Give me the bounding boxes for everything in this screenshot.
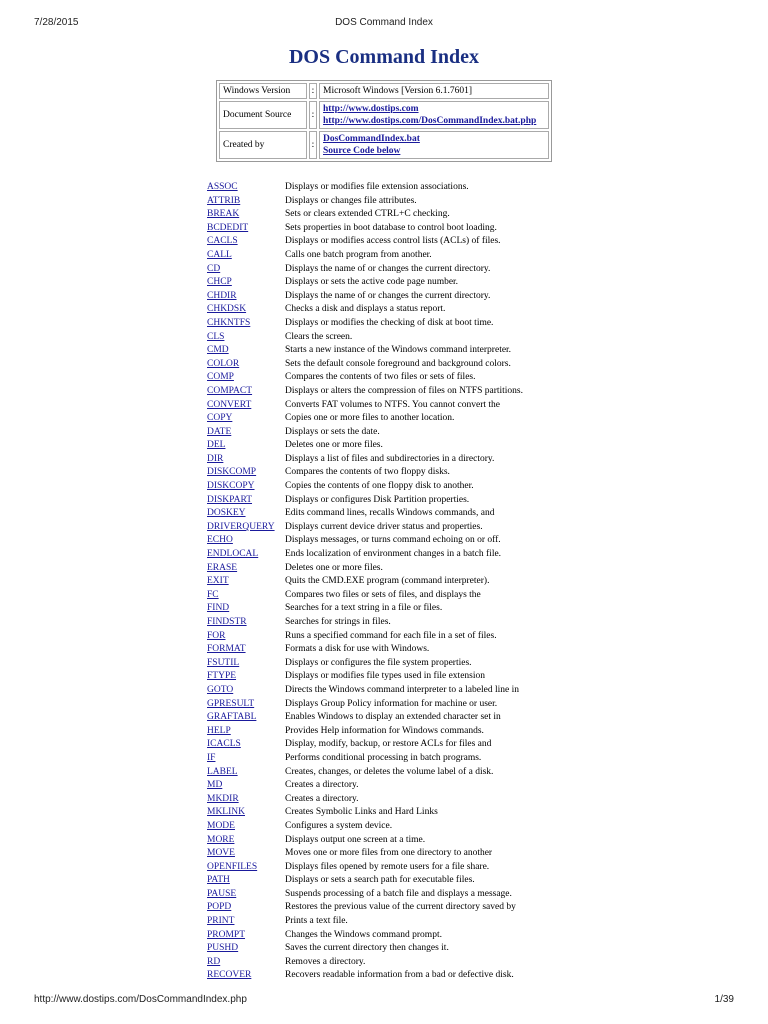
command-description: Display, modify, backup, or restore ACLs for files and [285,739,492,750]
info-table [216,80,552,162]
command-link[interactable]: ECHO [207,535,233,546]
command-link[interactable]: FC [207,589,219,600]
command-description: Displays the name of or changes the current directory. [285,263,491,274]
command-link[interactable]: PATH [207,875,230,886]
command-description: Displays or changes file attributes. [285,195,417,206]
command-description: Displays or configures the file system properties. [285,657,472,668]
command-link[interactable]: CD [207,263,221,274]
command-link[interactable]: LABEL [207,766,238,777]
command-link[interactable]: DISKPART [207,494,253,505]
command-link[interactable]: MKDIR [207,793,239,804]
command-description: Deletes one or more files. [285,440,383,451]
command-description: Creates, changes, or deletes the volume label of a disk. [285,766,494,777]
command-description: Displays output one screen at a time. [285,834,426,845]
command-description: Deletes one or more files. [285,562,383,573]
command-description: Compares the contents of two files or sets of files. [285,372,476,383]
command-description: Prints a text file. [285,916,348,927]
command-link[interactable]: CMD [207,345,229,356]
command-link[interactable]: DRIVERQUERY [207,521,275,532]
command-description: Converts FAT volumes to NTFS. You cannot convert the [285,399,500,410]
command-description: Compares the contents of two floppy disks. [285,467,450,478]
command-description: Creates Symbolic Links and Hard Links [285,807,438,818]
command-description: Displays or alters the compression of files on NTFS partitions. [285,385,523,396]
command-link[interactable]: ENDLOCAL [207,549,259,560]
command-link[interactable]: CHCP [207,277,232,288]
command-link[interactable]: FORMAT [207,644,246,655]
command-description: Displays or sets the active code page number. [285,277,459,288]
info-row-document-source [219,101,549,129]
command-link[interactable]: COPY [207,413,233,424]
command-description: Configures a system device. [285,820,393,831]
print-date: 7/28/2015 [34,17,79,28]
dostips-home-link[interactable]: http://www.dostips.com [323,104,419,114]
command-link[interactable]: BCDEDIT [207,222,249,233]
command-link[interactable]: CACLS [207,236,238,247]
command-description: Calls one batch program from another. [285,249,432,260]
separator: : [309,101,317,129]
command-link[interactable]: CALL [207,249,232,260]
command-link[interactable]: MORE [207,834,235,845]
command-link[interactable]: DATE [207,426,232,437]
source-code-link[interactable]: Source Code below [323,146,401,156]
command-link[interactable]: FIND [207,603,230,614]
command-link[interactable]: RD [207,956,221,967]
command-link[interactable]: MODE [207,820,235,831]
command-description: Performs conditional processing in batch programs. [285,752,482,763]
windows-version-value: Microsoft Windows [Version 6.1.7601] [319,83,549,99]
command-link[interactable]: COLOR [207,358,240,369]
command-link[interactable]: DOSKEY [207,508,246,519]
command-description: Suspends processing of a batch file and displays a message. [285,888,512,899]
command-link[interactable]: COMPACT [207,385,253,396]
command-description: Sets or clears extended CTRL+C checking. [285,209,450,220]
page-number: 1/39 [714,994,734,1005]
command-link[interactable]: CONVERT [207,399,252,410]
command-link[interactable]: POPD [207,902,232,913]
info-row-windows-version [219,83,549,99]
created-by-label: Created by [219,131,307,159]
doscommandindex-bat-link[interactable]: DosCommandIndex.bat [323,134,420,144]
command-description: Copies one or more files to another location. [285,413,455,424]
command-description: Copies the contents of one floppy disk to another. [285,481,474,492]
command-link[interactable]: IF [207,752,216,763]
command-link[interactable]: OPENFILES [207,861,258,872]
command-description: Displays current device driver status and properties. [285,521,483,532]
command-description: Displays messages, or turns command echoing on or off. [285,535,501,546]
command-link[interactable]: GPRESULT [207,698,255,709]
command-description: Sets the default console foreground and background colors. [285,358,511,369]
command-link[interactable]: FSUTIL [207,657,240,668]
command-link[interactable]: GRAFTABL [207,712,257,723]
command-link[interactable]: HELP [207,725,231,736]
command-link[interactable]: ATTRIB [207,195,241,206]
command-link[interactable]: PAUSE [207,888,237,899]
command-description: Displays files opened by remote users for a file share. [285,861,490,872]
command-link[interactable]: ICACLS [207,739,241,750]
command-description: Changes the Windows command prompt. [285,929,442,940]
document-source-label: Document Source [219,101,307,129]
command-description: Moves one or more files from one directory to another [285,848,493,859]
footer-url: http://www.dostips.com/DosCommandIndex.php [34,994,247,1005]
print-title: DOS Command Index [335,17,433,28]
page-title: DOS Command Index [288,46,480,68]
command-description: Quits the CMD.EXE program (command interpreter). [285,576,490,587]
command-link[interactable]: MKLINK [207,807,245,818]
command-description: Runs a specified command for each file in a set of files. [285,630,497,641]
command-description: Compares two files or sets of files, and displays the [285,589,481,600]
command-description: Creates a directory. [285,793,359,804]
command-description: Edits command lines, recalls Windows commands, and [285,508,495,519]
command-link[interactable]: RECOVER [207,970,252,981]
command-link[interactable]: MOVE [207,848,235,859]
command-link[interactable]: EXIT [207,576,229,587]
command-link[interactable]: DEL [207,440,226,451]
command-link[interactable]: PRINT [207,916,235,927]
command-link[interactable]: FOR [207,630,226,641]
separator: : [309,83,317,99]
command-link[interactable]: FTYPE [207,671,237,682]
document-source-links [319,101,549,129]
command-description: Ends localization of environment changes in a batch file. [285,549,502,560]
command-description: Provides Help information for Windows commands. [285,725,484,736]
command-description: Starts a new instance of the Windows command interpreter. [285,345,512,356]
command-description: Creates a directory. [285,780,359,791]
command-link[interactable]: BREAK [207,209,240,220]
command-description: Formats a disk for use with Windows. [285,644,430,655]
print-footer [0,994,768,1008]
command-link[interactable]: CHKNTFS [207,317,251,328]
command-description: Displays the name of or changes the current directory. [285,290,491,301]
command-description: Clears the screen. [285,331,353,342]
command-description: Checks a disk and displays a status report. [285,304,446,315]
command-description: Directs the Windows command interpreter to a labeled line in [285,684,519,695]
command-description: Enables Windows to display an extended character set in [285,712,501,723]
command-description: Displays or modifies file types used in file extension [285,671,485,682]
command-link[interactable]: MD [207,780,223,791]
command-description: Recovers readable information from a bad or defective disk. [285,970,514,981]
command-description: Displays or sets a search path for executable files. [285,875,475,886]
command-link[interactable]: PROMPT [207,929,246,940]
windows-version-label: Windows Version [219,83,307,99]
command-description: Displays Group Policy information for machine or user. [285,698,498,709]
command-link[interactable]: DISKCOPY [207,481,255,492]
command-link[interactable]: COMP [207,372,234,383]
command-description: Searches for a text string in a file or files. [285,603,443,614]
command-description: Removes a directory. [285,956,366,967]
command-link[interactable]: PUSHD [207,943,239,954]
command-link[interactable]: FINDSTR [207,617,247,627]
info-row-created-by [219,131,549,159]
command-link[interactable]: CHKDSK [207,304,247,315]
separator: : [309,131,317,159]
command-link[interactable]: CLS [207,331,225,342]
command-link[interactable]: DISKCOMP [207,467,257,478]
command-description: Sets properties in boot database to control boot loading. [285,222,497,233]
command-description: Displays or configures Disk Partition properties. [285,494,470,505]
dostips-index-bat-link[interactable]: http://www.dostips.com/DosCommandIndex.bat.php [323,116,537,126]
command-description: Displays or modifies access control lists (ACLs) of files. [285,236,501,247]
command-description: Restores the previous value of the current directory saved by [285,902,516,913]
command-description: Searches for strings in files. [285,617,391,627]
command-description: Displays or sets the date. [285,426,380,437]
command-description: Displays or modifies file extension associations. [285,182,469,192]
print-header [0,17,768,31]
command-link[interactable]: ASSOC [207,182,238,192]
command-link[interactable]: GOTO [207,684,234,695]
command-description: Saves the current directory then changes it. [285,943,449,954]
command-link[interactable]: DIR [207,453,224,464]
command-description: Displays a list of files and subdirectories in a directory. [285,453,495,464]
command-link[interactable]: CHDIR [207,290,237,301]
command-description: Displays or modifies the checking of disk at boot time. [285,317,494,328]
command-link[interactable]: ERASE [207,562,238,573]
created-by-links [319,131,549,159]
